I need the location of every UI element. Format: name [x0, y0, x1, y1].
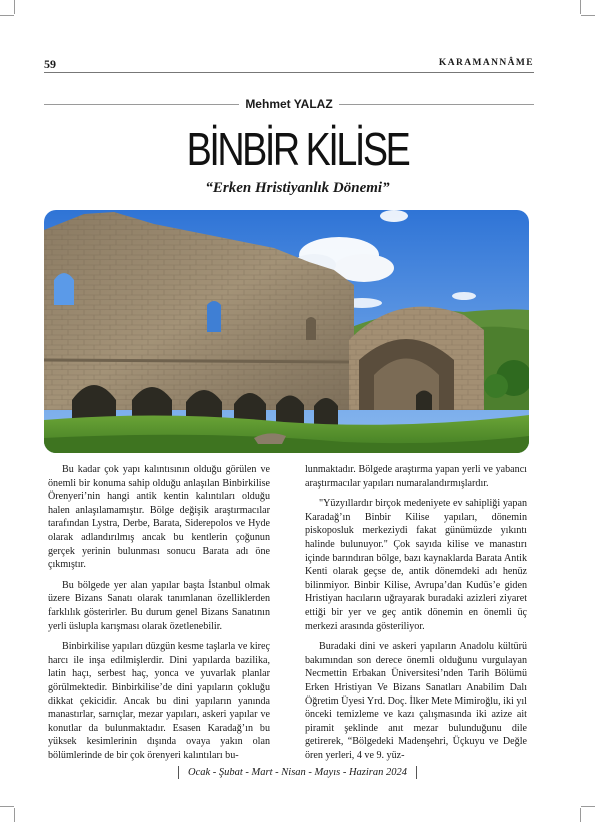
paragraph: lunmaktadır. Bölgede araştırma yapan yerli ve yabancı araştırmacılar yapıları numaralandırmışlardır.	[305, 464, 527, 489]
page-number: 59	[44, 57, 56, 71]
footer-divider	[178, 766, 179, 779]
paragraph: Bu bölgede yer alan yapılar başta İstanbul olmak üzere Bizans Sanatı olarak tanımlanan özelliklerden farklılık gösterirler. Bu durum genel Bizans Sanatının yerli üslupla karışması olarak özetlenebilir.	[48, 579, 270, 632]
church-ruins-photo	[44, 210, 529, 453]
paragraph: Bu kadar çok yapı kalıntısının olduğu görülen ve önemli bir konuma sahip olduğu anlaşılan Binbirkilise Örenyeri’nin hangi antik kentin kalıntıları olduğu halen anlaşılamamıştır. Bölge değişik araştırmacılar tarafından Lystra, Derbe, Barata, Siderepolos ve Hyde olarak adlandırılmış ancak bu kentlerin çoğunun gerçek yerinin bulunması sonucu Barata adı öne çıkmıştır.	[48, 464, 270, 571]
crop-mark	[0, 15, 14, 16]
article-title: BİNBİR KİLİSE	[186, 123, 409, 175]
footer-date: Ocak - Şubat - Mart - Nisan - Mayıs - Haziran 2024	[187, 766, 408, 778]
running-header	[44, 56, 534, 72]
crop-mark	[580, 0, 581, 14]
crop-mark	[581, 806, 595, 807]
crop-mark	[581, 15, 595, 16]
header-rule	[44, 72, 534, 73]
right-column	[305, 463, 527, 769]
journal-name: KARAMANNÂME	[438, 58, 534, 68]
page-footer	[0, 766, 595, 779]
crop-mark	[14, 808, 15, 822]
author-name: Mehmet YALAZ	[245, 97, 333, 111]
left-column	[48, 463, 270, 769]
author-row	[44, 97, 534, 111]
paragraph: "Yüzyıllardır birçok medeniyete ev sahipliği yapan Karadağ’ın Binbir Kilise yapıları, dönemin piskoposluk merkeziydi fakat günümüzde yıkıntı halinde bulunuyor." Çok sayıda kilise ve manastırı içinde barındıran bölge, bazı kaynaklarda Barata Antik Kenti olarak geçse de, antik dönemdeki adı henüz bilinmiyor. Binbir Kilise, Avrupa’dan Kudüs’e giden Hristiyan hacıların uğrayarak buradaki azizleri ziyaret ettiği bir yer ve geç antik dönemin en önemli üç merkezi arasında gösteriliyor.	[305, 498, 527, 632]
author-rule-right	[339, 104, 534, 105]
crop-mark	[580, 808, 581, 822]
paragraph: Buradaki dini ve askeri yapıların Anadolu kültürü bakımından son derece önemli olduğunu vurgulayan Necmettin Erbakan Üniversitesi’nden Tarih Bölümü Erken Hristiyan Ve Bizans Sanatları Anabilim Dalı Öğretim Üyesi Yrd. Doç. İlker Mete Mimiroğlu, iki yıl önceki temizleme ve kazı çalışmasında iki azize ait piramit şeklinde anıt mezar bulunduğunu dile getirerek, “Bölgedeki Madenşehri, Üçkuyu ve Değle ören yerleri, 4 ve 9. yüz-	[305, 641, 527, 761]
article-subtitle: “Erken Hristiyanlık Dönemi”	[205, 180, 390, 196]
crop-mark	[14, 0, 15, 14]
crop-mark	[0, 806, 14, 807]
footer-divider	[416, 766, 417, 779]
paragraph: Binbirkilise yapıları düzgün kesme taşlarla ve kireç harcı ile inşa edilmişlerdir. Dini yapılarda bazilika, latin haçı, serbest haç, yonca ve yuvarlak planlar görülmektedir. Binbirkilise’de dini yapıların çokluğu dikkat çekicidir. Ancak bu dini yapıların yanında manastırlar, sarnıçlar, mezar yapıları, askeri yapılar ve konutlar da bulunmaktadır. Esasen Karadağ’ın bu yüksek kesimlerinin dışında ovaya yakın olan bölümlerinde de bir çok örenyeri kalıntıları bu-	[48, 641, 270, 761]
